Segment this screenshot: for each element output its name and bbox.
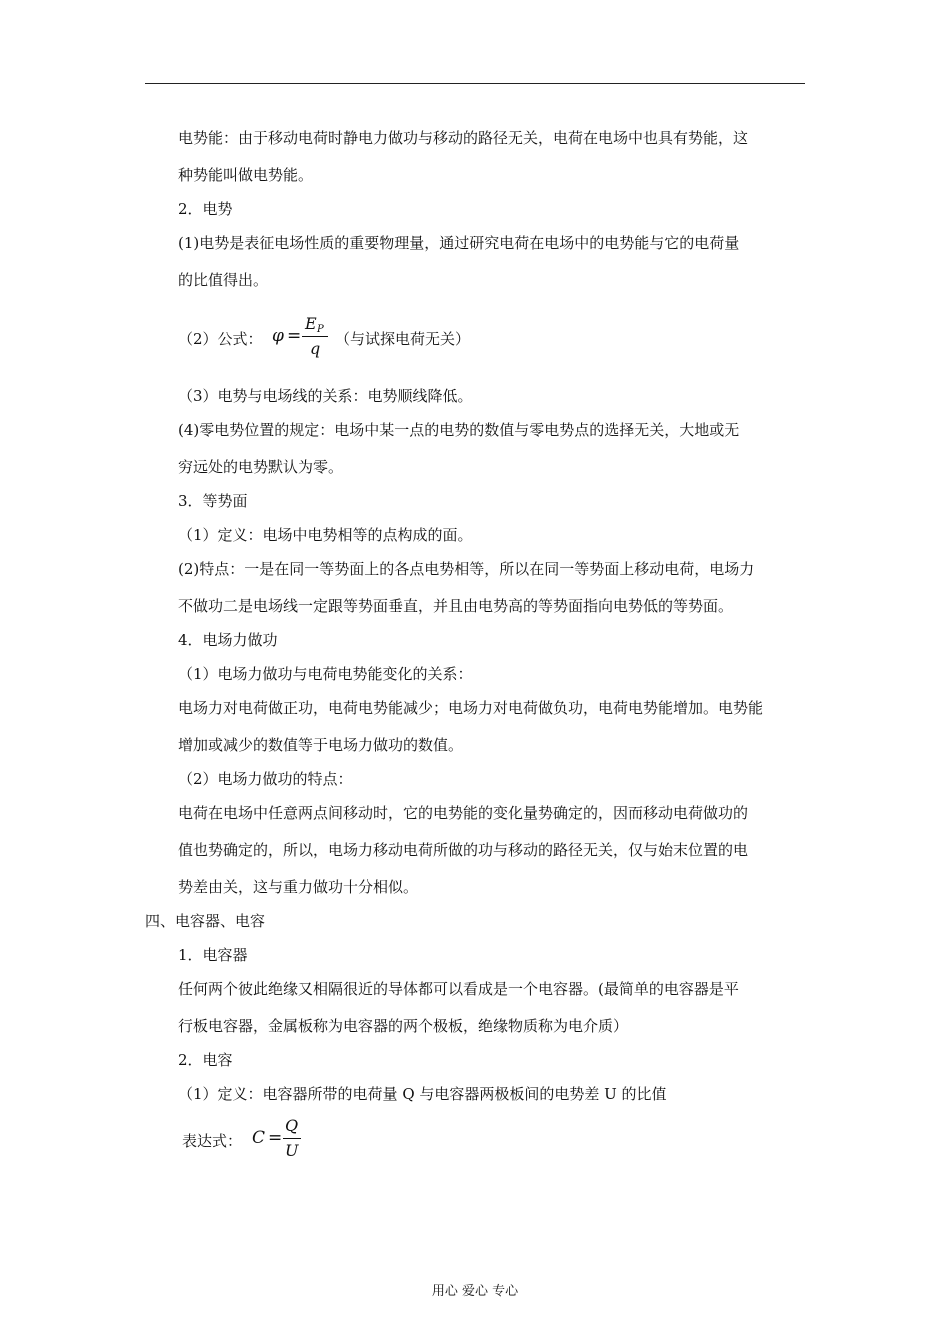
formula-lhs: φ bbox=[272, 326, 284, 346]
paragraph-line: 势差由关，这与重力做功十分相似。 bbox=[178, 878, 419, 896]
paragraph-line: （1）定义：电容器所带的电荷量 Q 与电容器两极板间的电势差 U 的比值 bbox=[178, 1085, 667, 1103]
header-rule bbox=[145, 83, 805, 84]
paragraph-line: (4)零电势位置的规定：电场中某一点的电势的数值与零电势点的选择无关，大地或无 bbox=[178, 421, 740, 439]
paragraph-line: 行板电容器，金属板称为电容器的两个极板，绝缘物质称为电介质） bbox=[178, 1017, 629, 1035]
section-heading: 2．电容 bbox=[178, 1051, 233, 1069]
paragraph-line: (2)特点：一是在同一等势面上的各点电势相等，所以在同一等势面上移动电荷，电场力 bbox=[178, 560, 755, 578]
formula-lhs: C bbox=[252, 1128, 266, 1148]
formula-numerator: Q bbox=[285, 1116, 299, 1135]
paragraph-line: 值也势确定的，所以，电场力移动电荷所做的功与移动的路径无关，仅与始末位置的电 bbox=[178, 841, 749, 859]
paragraph-line: 不做功二是电场线一定跟等势面垂直，并且由电势高的等势面指向电势低的等势面。 bbox=[178, 597, 734, 615]
section-heading: 1．电容器 bbox=[178, 946, 248, 964]
paragraph-line: （1）定义：电场中电势相等的点构成的面。 bbox=[178, 526, 473, 544]
fraction-bar bbox=[302, 336, 328, 337]
page-footer: 用心 爱心 专心 bbox=[431, 1284, 519, 1299]
formula-prefix: 表达式： bbox=[182, 1132, 243, 1150]
formula-prefix: （2）公式： bbox=[178, 330, 263, 348]
formula-equals: = bbox=[287, 326, 302, 346]
paragraph-line: 穷远处的电势默认为零。 bbox=[178, 458, 344, 476]
formula-denominator: q bbox=[310, 339, 321, 358]
paragraph-line: 增加或减少的数值等于电场力做功的数值。 bbox=[178, 736, 464, 754]
paragraph-line: 电荷在电场中任意两点间移动时，它的电势能的变化量势确定的，因而移动电荷做功的 bbox=[178, 804, 749, 822]
section-heading: 4．电场力做功 bbox=[178, 631, 278, 649]
paragraph-line: （3）电势与电场线的关系：电势顺线降低。 bbox=[178, 387, 473, 405]
section-heading: 2．电势 bbox=[178, 200, 233, 218]
formula-denominator: U bbox=[285, 1141, 299, 1160]
paragraph-line: 种势能叫做电势能。 bbox=[178, 166, 314, 184]
paragraph-line: 的比值得出。 bbox=[178, 271, 269, 289]
formula-note: （与试探电荷无关） bbox=[335, 330, 471, 348]
fraction-bar bbox=[283, 1138, 301, 1139]
paragraph-line: （1）电场力做功与电荷电势能变化的关系： bbox=[178, 665, 473, 683]
formula-numerator: E bbox=[305, 314, 317, 333]
paragraph-line: 电势能：由于移动电荷时静电力做功与移动的路径无关，电荷在电场中也具有势能，这 bbox=[178, 129, 749, 147]
paragraph-line: （2）电场力做功的特点： bbox=[178, 770, 353, 788]
paragraph-line: (1)电势是表征电场性质的重要物理量，通过研究电荷在电场中的电势能与它的电荷量 bbox=[178, 234, 740, 252]
section-heading: 3．等势面 bbox=[178, 492, 248, 510]
chapter-heading: 四、电容器、电容 bbox=[145, 912, 266, 930]
formula-numerator-subscript: P bbox=[317, 324, 324, 335]
formula-equals: = bbox=[268, 1128, 283, 1148]
paragraph-line: 电场力对电荷做正功，电荷电势能减少；电场力对电荷做负功，电荷电势能增加。电势能 bbox=[178, 699, 764, 717]
paragraph-line: 任何两个彼此绝缘又相隔很近的导体都可以看成是一个电容器。(最简单的电容器是平 bbox=[178, 980, 739, 998]
